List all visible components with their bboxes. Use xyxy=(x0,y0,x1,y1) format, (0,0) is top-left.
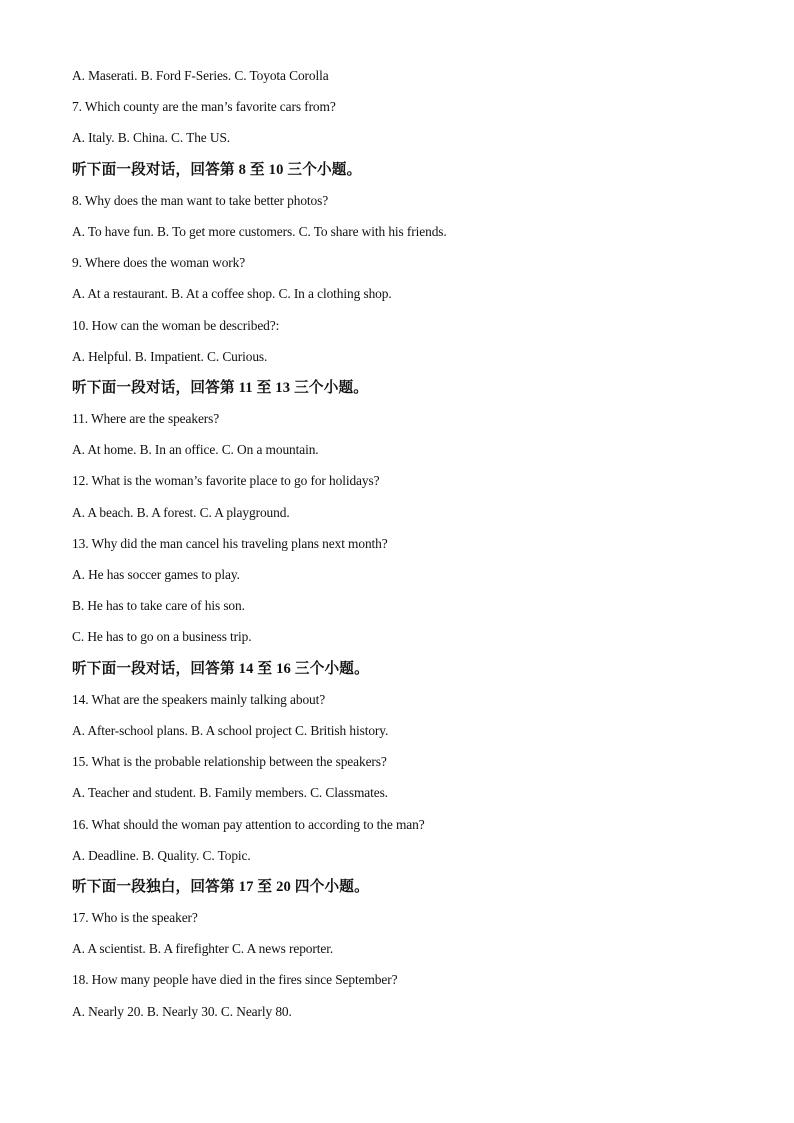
option-text: A. Helpful. B. Impatient. C. Curious. xyxy=(72,348,268,364)
option-text: A. A beach. B. A forest. C. A playground. xyxy=(72,504,290,520)
question-text: 11. Where are the speakers? xyxy=(72,411,220,427)
option-text: B. He has to take care of his son. xyxy=(72,598,245,614)
question-text: 14. What are the speakers mainly talking about? xyxy=(72,691,326,707)
option-text: A. After-school plans. B. A school project C. British history. xyxy=(72,722,389,738)
option-text: A. At a restaurant. B. At a coffee shop. C. In a clothing shop. xyxy=(72,286,392,302)
question-text: 16. What should the woman pay attention to according to the man? xyxy=(72,816,425,832)
section-heading: 听下面一段独白，回答第 17 至 20 四个小题。 xyxy=(72,878,369,895)
section-heading: 听下面一段对话，回答第 8 至 10 三个小题。 xyxy=(72,161,362,178)
question-text: 9. Where does the woman work? xyxy=(72,255,246,271)
question-text: 12. What is the woman’s favorite place to go for holidays? xyxy=(72,473,380,489)
question-text: 13. Why did the man cancel his traveling plans next month? xyxy=(72,535,388,551)
option-text: C. He has to go on a business trip. xyxy=(72,629,252,645)
option-text: A. Deadline. B. Quality. C. Topic. xyxy=(72,847,251,863)
document-page xyxy=(72,66,732,1033)
option-text: A. Italy. B. China. C. The US. xyxy=(72,130,231,146)
section-heading: 听下面一段对话，回答第 14 至 16 三个小题。 xyxy=(72,660,369,677)
option-text: A. To have fun. B. To get more customers. C. To share with his friends. xyxy=(72,223,447,239)
option-text: A. Teacher and student. B. Family members. C. Classmates. xyxy=(72,785,388,801)
option-text: A. Nearly 20. B. Nearly 30. C. Nearly 80. xyxy=(72,1003,292,1019)
option-text: A. At home. B. In an office. C. On a mountain. xyxy=(72,442,319,458)
question-text: 8. Why does the man want to take better photos? xyxy=(72,192,329,208)
question-text: 10. How can the woman be described?: xyxy=(72,317,280,333)
section-heading: 听下面一段对话，回答第 11 至 13 三个小题。 xyxy=(72,379,369,396)
option-text: A. He has soccer games to play. xyxy=(72,567,240,582)
question-text: 17. Who is the speaker? xyxy=(72,910,198,926)
question-text: 18. How many people have died in the fires since September? xyxy=(72,972,398,988)
question-text: 15. What is the probable relationship between the speakers? xyxy=(72,754,387,770)
option-text: A. Maserati. B. Ford F-Series. C. Toyota Corolla xyxy=(72,68,329,83)
option-text: A. A scientist. B. A firefighter C. A news reporter. xyxy=(72,941,334,957)
question-text: 7. Which county are the man’s favorite cars from? xyxy=(72,99,336,115)
